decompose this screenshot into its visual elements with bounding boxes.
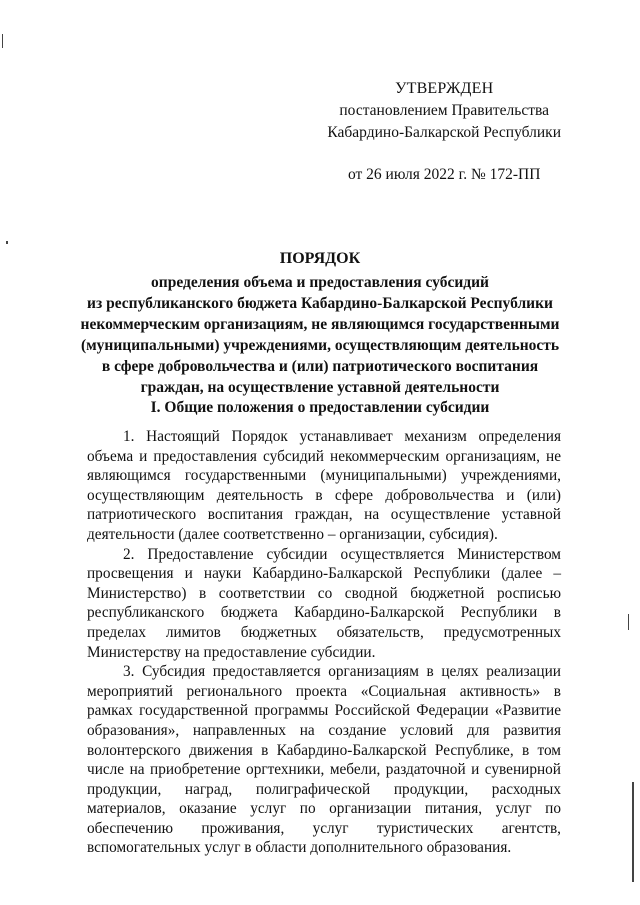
scan-edge-mark-top-left bbox=[2, 34, 3, 48]
approval-stamp bbox=[327, 78, 561, 186]
document-title bbox=[78, 248, 562, 398]
scan-edge-mark-bottom-right bbox=[632, 782, 634, 882]
title-line: из республиканского бюджета Кабардино-Балкарской Республики bbox=[87, 295, 553, 312]
title-line: (муниципальными) учреждениями, осуществляющим деятельность bbox=[80, 337, 560, 354]
title-main: ПОРЯДОК bbox=[279, 250, 361, 267]
section-heading: I. Общие положения о предоставлении субсидии bbox=[150, 399, 490, 416]
paragraph-1: 1. Настоящий Порядок устанавливает механизм определения объема и предоставления субсидий некоммерческим организациям, не являющимся государственными (муниципальными) учреждениями, осуществляющим деятельность в сфере добровольчества и (или) патриотического воспитания граждан, на осуществление уставной деятельности (далее соответственно – организации, субсидия). bbox=[87, 428, 561, 543]
approval-approved: УТВЕРЖДЕН bbox=[395, 80, 494, 97]
title-line: некоммерческим организациям, не являющимся государственными bbox=[80, 316, 560, 333]
paragraph-3: 3. Субсидия предоставляется организациям в целях реализации мероприятий регионального проекта «Социальная активность» в рамках государственной программы Российской Федерации «Развитие образования», направленных на создание условий для развития волонтерского движения в Кабардино-Балкарской Республике, в том числе на приобретение оргтехники, мебели, раздаточной и сувенирной продукции, наград, полиграфической продукции, расходных материалов, оказание услуг по организации питания, услуг по обеспечению проживания, услуг туристических агентств, вспомогательных услуг в области дополнительного образования. bbox=[87, 663, 561, 857]
approval-line-1: постановлением Правительства bbox=[339, 102, 550, 119]
approval-line-2: Кабардино-Балкарской Республики bbox=[327, 124, 561, 141]
section-body bbox=[87, 427, 561, 858]
scan-edge-mark-left bbox=[6, 241, 8, 244]
scan-edge-mark-right bbox=[628, 614, 629, 630]
paragraph-2: 2. Предоставление субсидии осуществляется Министерством просвещения и науки Кабардино-Балкарской Республики (далее – Министерство) в соответствии со сводной бюджетной росписью республиканского бюджета Кабардино-Балкарской Республики в пределах лимитов бюджетных обязательств, предусмотренных Министерству на предоставление субсидии. bbox=[87, 545, 561, 661]
title-line: граждан, на осуществление уставной деятельности bbox=[140, 379, 500, 396]
title-line: определения объема и предоставления субсидий bbox=[151, 274, 489, 291]
title-line: в сфере добровольчества и (или) патриотического воспитания bbox=[101, 358, 539, 375]
approval-date: от 26 июля 2022 г. № 172-ПП bbox=[347, 166, 541, 183]
